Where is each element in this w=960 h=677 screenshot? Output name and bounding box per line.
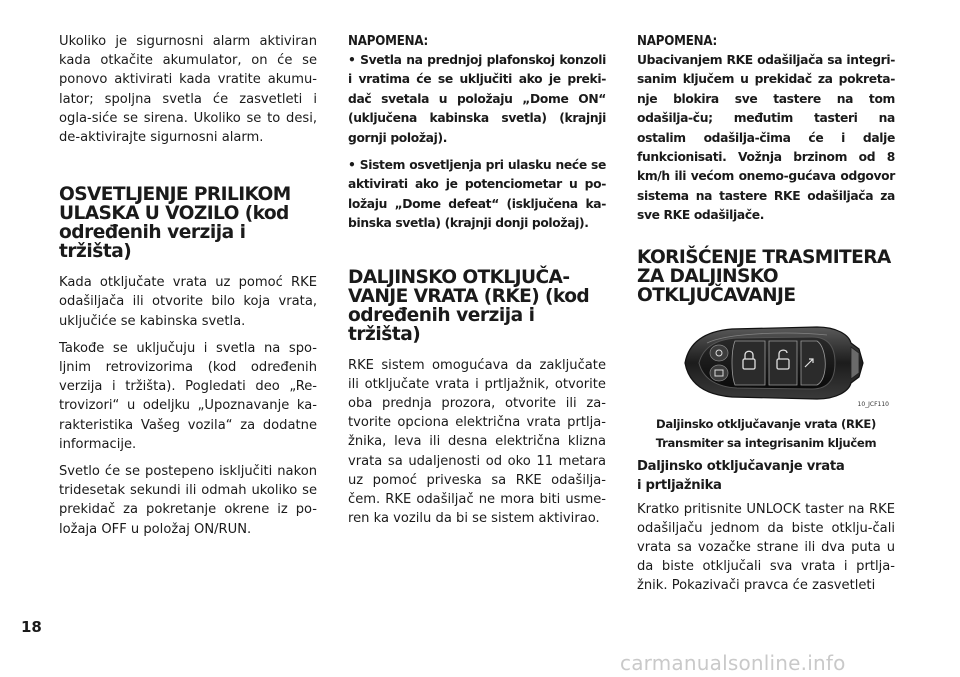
figure-caption <box>637 415 895 453</box>
caption-line: Daljinsko otključavanje vrata (RKE) <box>656 416 876 431</box>
heading-line: OTKLJUČAVANJE <box>637 284 796 306</box>
heading-line: OSVETLJENJE PRILIKOM <box>59 184 291 206</box>
subheading-line: Daljinsko otključavanje vrata <box>637 458 845 474</box>
column-middle <box>348 32 606 528</box>
page-number: 18 <box>21 618 42 636</box>
heading-rke <box>348 268 606 344</box>
paragraph-lights-off: Svetlo će se postepeno isključiti nakon tridesetak sekundi ili odmah ukoliko se prekidač za pokretanje okrene iz po-ložaja OFF u položaj ON/RUN. <box>59 464 317 537</box>
paragraph-unlock-lights: Kada otključate vrata uz pomoć RKE odašiljača ili otvorite bilo koja vrata, uključiće se kabinska svetla. <box>59 275 317 329</box>
heading-transmitter-use <box>637 248 895 305</box>
subheading-unlock-doors <box>637 457 895 495</box>
heading-line: određenih verzija i tržišta) <box>348 304 535 345</box>
note-dome-on: • Svetla na prednjoj plafonskoj konzoli i vratima će se uključiti ako je preki-dač svetala u položaju „Dome ON“ (uključena kabinska svetla) (krajnji gornji položaj). <box>348 53 606 145</box>
paragraph-rke-system: RKE sistem omogućava da zaključate ili otključate vrata i prtljažnik, otvorite oba prednja prozora, otvorite ili za-tvorite opciona električna vrata prtlja-žnika, leva ili desna električna klizna vrata sa udaljenosti od oko 11 metara uz pomoć priveska sa RKE odašilja-čem. RKE odašiljač ne mora biti usme-ren ka vozilu da bi se sistem aktivirao. <box>348 357 606 527</box>
key-fob-illustration <box>637 313 895 413</box>
heading-line: VANJE VRATA (RKE) (kod <box>348 285 590 307</box>
note-ignition-key: Ubacivanjem RKE odašiljača sa integri-sanim ključem u prekidač za pokreta-nje blokira sve tastere na tom odašilja-ču; međutim tasteri na ostalim odašilja-čima će i dalje funkcionisati. Vožnja brzinom od 8 km/h ili većom onemo-gućava odgovor sistema na tastere RKE odašiljača za sve RKE odašiljače. <box>637 53 895 223</box>
paragraph-alarm-note: Ukoliko je sigurnosni alarm aktiviran kada otkačite akumulator, on će se ponovo aktivirati kada vratite akumu-lator; spoljna svetla će zasvetleti i ogla-siće se sirena. Ukoliko se to desi, de-aktivirajte sigurnosni alarm. <box>59 34 317 146</box>
paragraph-mirror-lights: Takođe se uključuju i svetla na spo-ljnim retrovizorima (kod određenih verzija i tržišta). Pogledati deo „Re-trovizori“ u odeljku „Upoznavanje ka-rakteristika Vašeg vozila“ za dodatne informacije. <box>59 340 317 452</box>
panic-button-icon <box>710 345 728 361</box>
column-left <box>59 32 317 539</box>
subheading-line: i prtljažnika <box>637 477 722 493</box>
liftgate-button-icon <box>710 365 728 381</box>
heading-entry-lighting <box>59 185 317 261</box>
figure-code: 10_JCF110 <box>857 400 889 408</box>
unlock-button-icon <box>769 341 797 385</box>
heading-line: ZA DALJINSKO <box>637 265 778 287</box>
heading-line: KORIŠĆENJE TRASMITERA <box>637 246 891 268</box>
heading-line: određenih verzija i tržišta) <box>59 222 246 263</box>
key-fob-figure <box>637 313 895 413</box>
note-title: NAPOMENA: <box>637 34 718 49</box>
caption-line: Transmiter sa integrisanim ključem <box>655 435 877 450</box>
lock-button-icon <box>732 341 765 385</box>
heading-line: DALJINSKO OTKLJUČA- <box>348 266 570 288</box>
note-dome-defeat: • Sistem osvetljenja pri ulasku neće se aktivirati ako je potenciometar u po-ložaju „Dome defeat“ (isključena ka-binska svetla) (krajnji donji položaj). <box>348 158 606 231</box>
heading-line: ULASKA U VOZILO (kod <box>59 203 289 225</box>
paragraph-unlock-instructions: Kratko pritisnite UNLOCK taster na RKE odašiljaču jednom da biste otklju-čali vrata sa vozačke strane ili dva puta u da biste otključali sva vrata i prtlja-žnik. Pokazivači pravca će zasvetleti <box>637 501 895 594</box>
note-title: NAPOMENA: <box>348 34 429 49</box>
watermark: carmanualsonline.info <box>620 651 846 675</box>
column-right <box>637 32 895 596</box>
